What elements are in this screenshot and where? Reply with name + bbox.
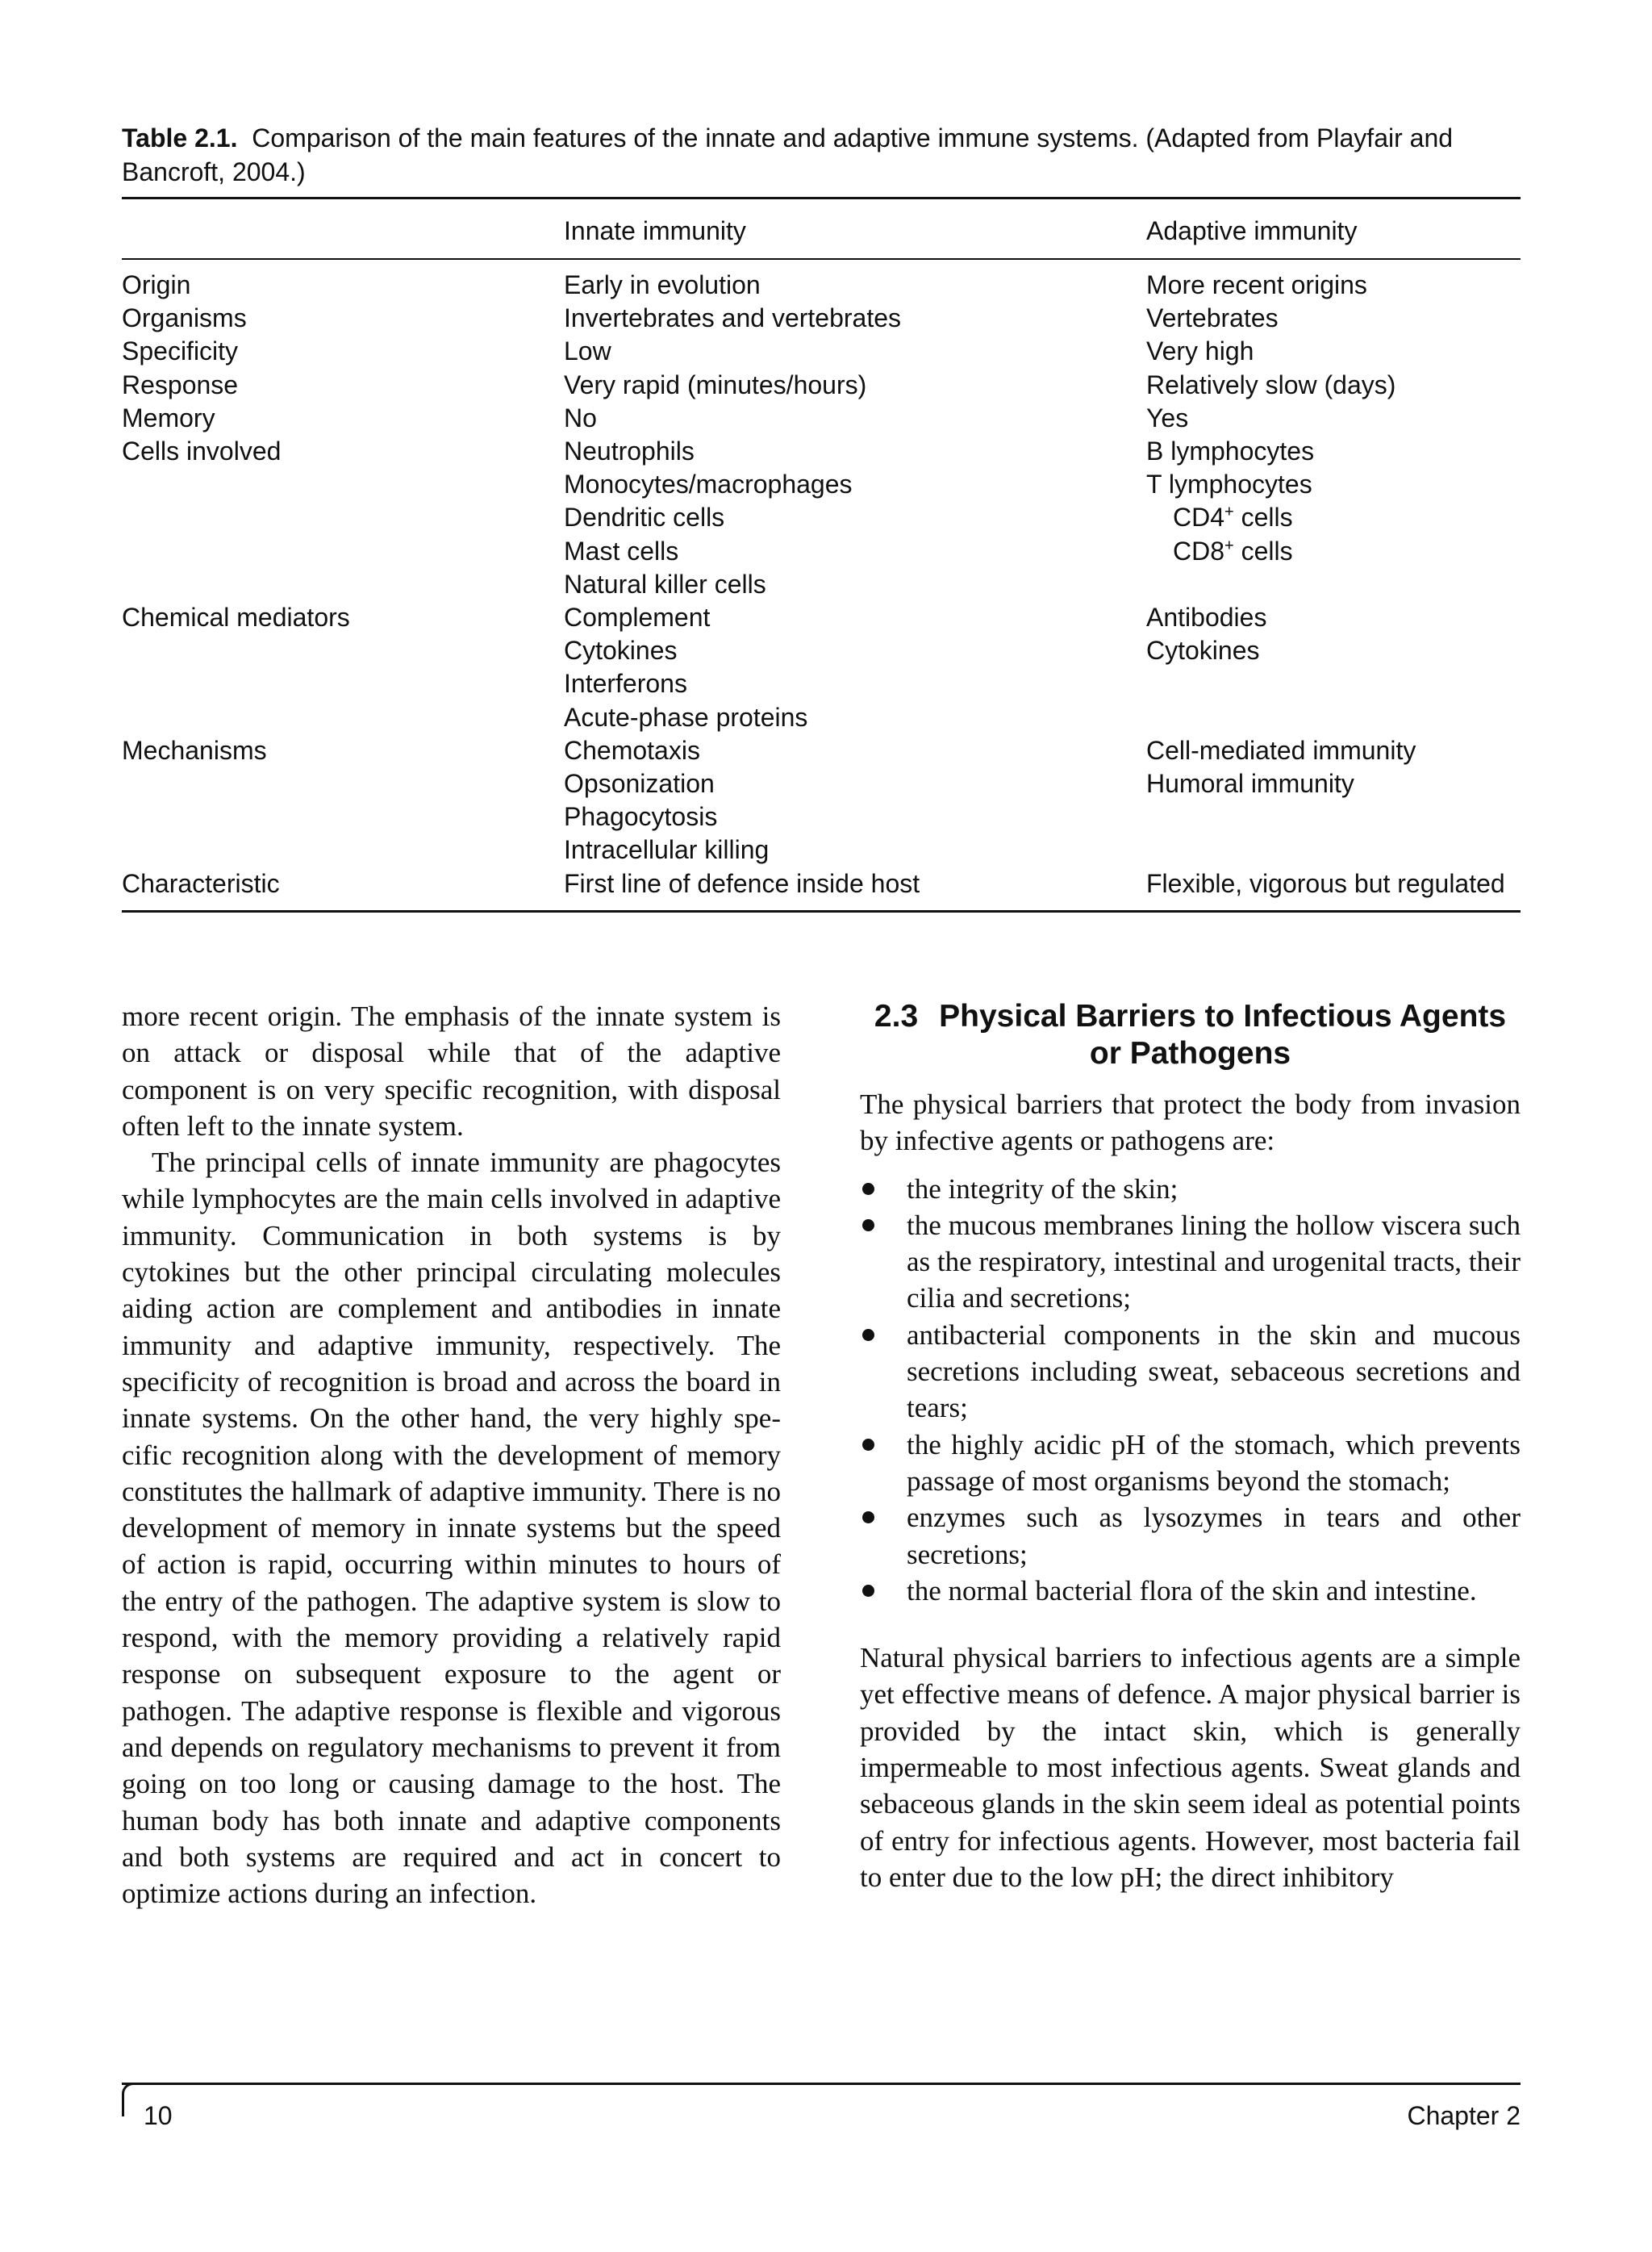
list-item — [860, 1499, 1521, 1573]
innate-value: Very rapid (minutes/hours) — [564, 370, 867, 399]
table-header-rule — [122, 258, 1521, 260]
innate-cell — [564, 601, 1146, 734]
column-header-innate: Innate immunity — [564, 216, 746, 245]
innate-cell — [564, 369, 1146, 402]
left-text-column — [122, 998, 781, 1911]
innate-value: Phagocytosis — [564, 802, 718, 832]
innate-value: Mast cells — [564, 536, 679, 566]
adaptive-value: T lymphocytes — [1146, 470, 1312, 499]
adaptive-cell — [1146, 435, 1521, 601]
adaptive-value: Cell-mediated immunity — [1146, 735, 1416, 765]
adaptive-cell — [1146, 302, 1521, 335]
list-item — [860, 1573, 1521, 1609]
list-item — [860, 1171, 1521, 1207]
adaptive-cell — [1146, 335, 1521, 368]
innate-cell — [564, 402, 1146, 435]
table-row — [122, 302, 1521, 335]
barrier-list — [860, 1171, 1521, 1610]
innate-value: Early in evolution — [564, 270, 761, 299]
body-paragraph: more recent origin. The emphasis of the innate system is on attack or disposal while that of the adaptive component is on very specific recognition, with disposal often left to the innate system. — [122, 1001, 781, 1142]
marker-name: CD4 — [1173, 503, 1225, 533]
list-item-text: the integrity of the skin; — [907, 1172, 1179, 1205]
section-title: Physical Barriers to Infectious Agents or Pathogens — [939, 999, 1507, 1071]
innate-value: Opsonization — [564, 769, 715, 799]
footer-corner-ornament — [122, 2083, 133, 2116]
table-caption-label: Table 2.1. — [122, 123, 238, 153]
right-text-column — [860, 998, 1521, 1895]
list-item-text: antibacterial components in the skin and mucous secretions including sweat, sebaceous secretions and tears; — [907, 1318, 1521, 1424]
adaptive-cell — [1146, 867, 1521, 900]
adaptive-subvalue — [1146, 501, 1521, 534]
adaptive-value: Flexible, vigorous but regulated — [1146, 868, 1505, 898]
bullet-icon — [862, 1183, 874, 1195]
innate-value: Acute-phase proteins — [564, 702, 808, 732]
adaptive-value: Yes — [1146, 403, 1189, 432]
innate-value: First line of defence inside host — [564, 868, 920, 898]
adaptive-cell — [1146, 402, 1521, 435]
table-caption — [122, 121, 1525, 189]
body-paragraph: Natural physical barriers to infectious agents are a simple yet effective means of defence. A major physical barrier is provided by the intact skin, which is generally impermeable to most infectious agents. Sweat glands and sebaceous glands in the skin seem ideal as potential points of entry for infectious agents. However, most bacteria fail to enter due to the low pH; the direct inhibitory — [860, 1642, 1521, 1893]
adaptive-value: Antibodies — [1146, 603, 1267, 633]
table-row — [122, 335, 1521, 368]
section-number: 2.3 — [874, 999, 919, 1034]
innate-cell — [564, 867, 1146, 900]
table-row — [122, 435, 1521, 601]
section-intro: The physical barriers that protect the body from invasion by infective agents or pathogens are: — [860, 1088, 1521, 1157]
column-header-adaptive: Adaptive immunity — [1146, 216, 1358, 245]
list-item-text: the highly acidic pH of the stomach, which prevents passage of most organisms beyond the stomach; — [907, 1428, 1521, 1497]
marker-suffix: cells — [1233, 503, 1293, 533]
table-row — [122, 369, 1521, 402]
innate-cell — [564, 269, 1146, 302]
list-item — [860, 1427, 1521, 1500]
feature-cell: Chemical mediators — [122, 603, 350, 633]
adaptive-cell — [1146, 269, 1521, 302]
innate-cell — [564, 435, 1146, 601]
innate-cell — [564, 335, 1146, 368]
table-row — [122, 402, 1521, 435]
adaptive-value: Very high — [1146, 336, 1254, 366]
list-item-text: the mucous membranes lining the hollow viscera such as the respiratory, intestinal and urogenital tracts, their cilia and secretions; — [907, 1209, 1521, 1314]
feature-cell: Organisms — [122, 303, 247, 333]
marker-superscript: + — [1224, 503, 1234, 521]
list-item-text: enzymes such as lysozymes in tears and other secretions; — [907, 1502, 1521, 1570]
table-bottom-rule — [122, 910, 1521, 913]
feature-cell: Origin — [122, 270, 191, 299]
list-item — [860, 1207, 1521, 1317]
chapter-label: Chapter 2 — [1407, 2101, 1521, 2130]
adaptive-cell — [1146, 601, 1521, 734]
innate-value: Low — [564, 336, 611, 366]
section-heading — [860, 998, 1521, 1072]
bullet-icon — [862, 1511, 874, 1523]
innate-value: Invertebrates and vertebrates — [564, 303, 902, 333]
footer-rule — [122, 2083, 1521, 2085]
adaptive-value: Cytokines — [1146, 636, 1260, 666]
innate-value: Chemotaxis — [564, 735, 700, 765]
innate-value: Cytokines — [564, 636, 678, 666]
innate-value: Complement — [564, 603, 711, 633]
innate-value: No — [564, 403, 597, 432]
feature-cell: Specificity — [122, 336, 239, 366]
body-paragraph: The principal cells of innate immunity are phagocytes while lymphocytes are the main cells involved in adaptive immunity. Communication in both systems is by cytokines but the other principal circulating molecules aiding action are complement and antibodies in innate immunity and adaptive immunity, respectively. The specificity of recognition is broad and across the board in innate systems. On the other hand, the very highly specific recognition along with the development of memory constitutes the hallmark of adaptive immunity. There is no development of memory in innate systems but the speed of action is rapid, occurring within minutes to hours of the entry of the pathogen. The adaptive system is slow to respond, with the memory providing a relatively rapid response on subsequent exposure to the agent or pathogen. The adaptive response is flexible and vigorous and depends on regulatory mechanisms to prevent it from going on too long or causing damage to the host. The human body has both innate and adaptive components and both systems are required and act in concert to optimize actions during an infection. — [122, 1147, 781, 1910]
innate-cell — [564, 734, 1146, 867]
innate-value: Monocytes/macrophages — [564, 470, 853, 499]
bullet-icon — [862, 1585, 874, 1597]
table-row — [122, 734, 1521, 867]
adaptive-value: Humoral immunity — [1146, 769, 1354, 799]
list-item-text: the normal bacterial flora of the skin and intestine. — [907, 1574, 1477, 1606]
feature-cell: Mechanisms — [122, 735, 267, 765]
table-caption-text: Comparison of the main features of the innate and adaptive immune systems. (Adapted from Playfair and Bancroft, 2004.) — [122, 123, 1454, 186]
innate-value: Natural killer cells — [564, 569, 766, 599]
marker-name: CD8 — [1173, 536, 1225, 566]
bullet-icon — [862, 1439, 874, 1451]
bullet-icon — [862, 1329, 874, 1341]
marker-suffix: cells — [1233, 536, 1293, 566]
table-row — [122, 867, 1521, 900]
list-item — [860, 1317, 1521, 1427]
adaptive-cell — [1146, 734, 1521, 867]
table-top-rule — [122, 197, 1521, 199]
table-row — [122, 269, 1521, 302]
adaptive-value: Relatively slow (days) — [1146, 370, 1396, 399]
adaptive-value: More recent origins — [1146, 270, 1367, 299]
innate-value: Intracellular killing — [564, 835, 770, 865]
marker-superscript: + — [1224, 536, 1234, 554]
adaptive-subvalue — [1146, 535, 1521, 568]
adaptive-value: Vertebrates — [1146, 303, 1279, 333]
innate-value: Interferons — [564, 669, 687, 699]
innate-cell — [564, 302, 1146, 335]
feature-cell: Response — [122, 370, 239, 399]
table-row — [122, 601, 1521, 734]
feature-cell: Cells involved — [122, 437, 282, 466]
page-number: 10 — [144, 2101, 173, 2130]
feature-cell: Memory — [122, 403, 215, 432]
adaptive-value: B lymphocytes — [1146, 437, 1315, 466]
innate-value: Dendritic cells — [564, 503, 725, 533]
feature-cell: Characteristic — [122, 868, 280, 898]
adaptive-cell — [1146, 369, 1521, 402]
bullet-icon — [862, 1219, 874, 1231]
table-body — [122, 269, 1521, 900]
innate-value: Neutrophils — [564, 437, 695, 466]
